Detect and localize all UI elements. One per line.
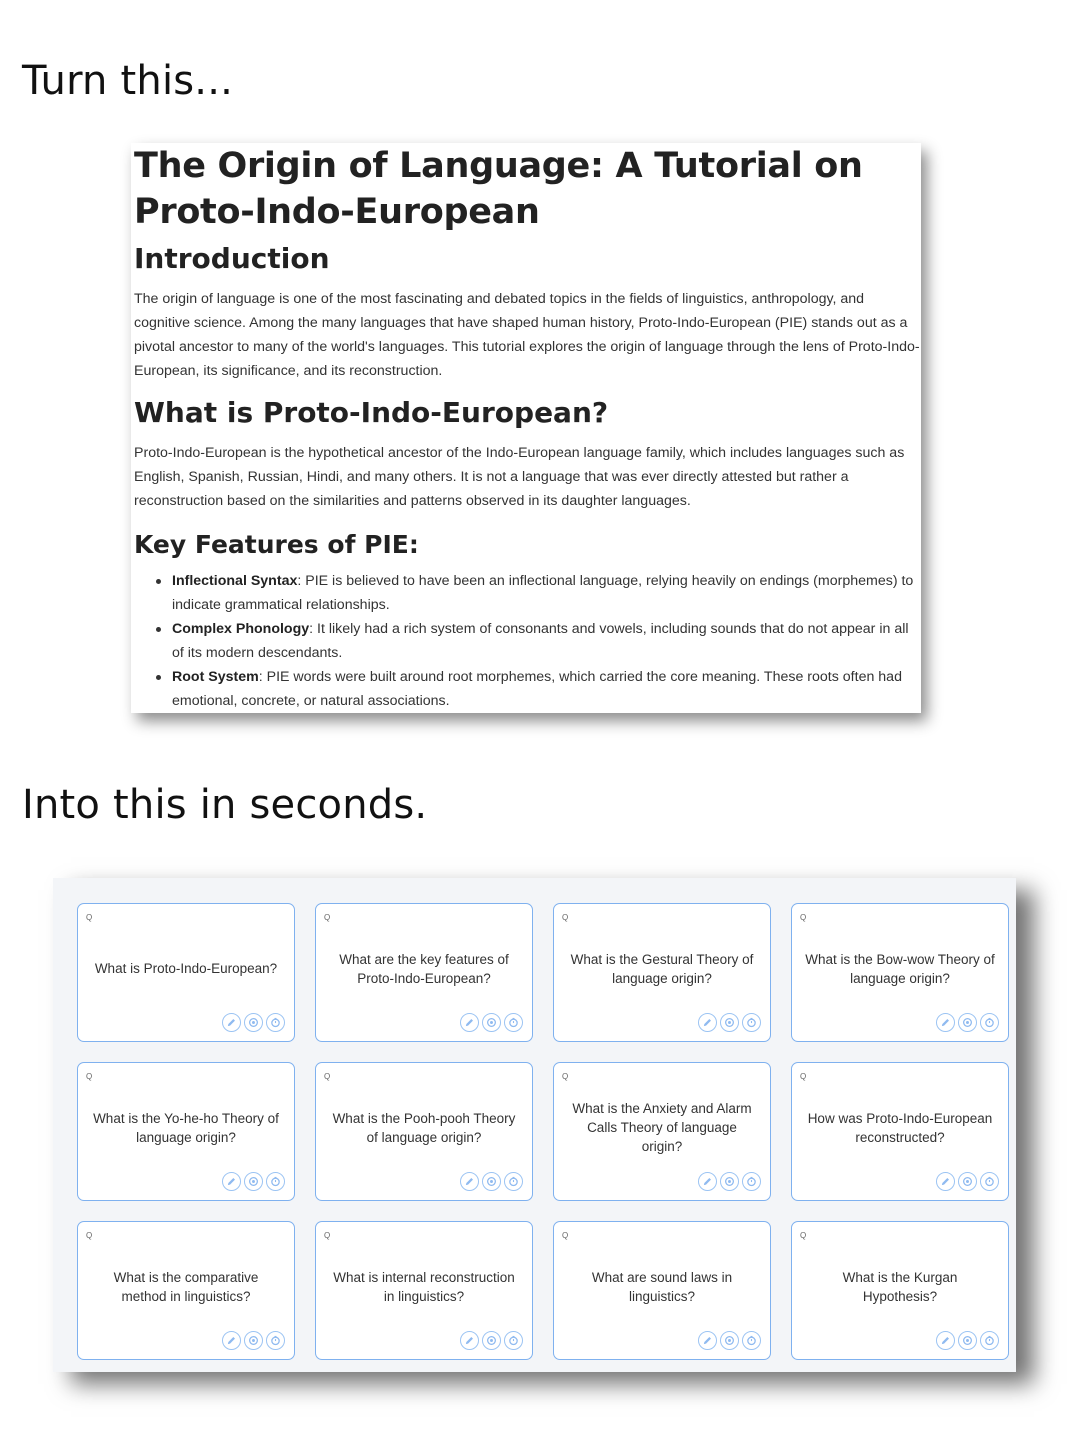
card-actions: [460, 1172, 523, 1191]
card-actions: [698, 1013, 761, 1032]
card-label: Q: [800, 913, 807, 922]
card-actions: [936, 1013, 999, 1032]
card-question: What is the comparative method in linguistics?: [113, 1269, 259, 1304]
pencil-icon[interactable]: [698, 1013, 717, 1032]
target-icon[interactable]: [482, 1013, 501, 1032]
key-features-heading: Key Features of PIE:: [134, 530, 419, 559]
clock-icon[interactable]: [980, 1013, 999, 1032]
card-actions: [698, 1331, 761, 1350]
flashcard[interactable]: [77, 1221, 295, 1360]
card-actions: [936, 1331, 999, 1350]
pencil-icon[interactable]: [936, 1331, 955, 1350]
card-question: What is the Gestural Theory of language origin?: [570, 951, 754, 986]
pencil-icon[interactable]: [936, 1013, 955, 1032]
intro-heading: Introduction: [134, 242, 330, 275]
clock-icon[interactable]: [742, 1013, 761, 1032]
pencil-icon[interactable]: [698, 1172, 717, 1191]
target-icon[interactable]: [720, 1013, 739, 1032]
pencil-icon[interactable]: [222, 1331, 241, 1350]
what-is-pie-paragraph: Proto-Indo-European is the hypothetical ancestor of the Indo-European language family, which includes languages such as English, Spanish, Russian, Hindi, and many others. It is not a language that was ever directly attested but rather a reconstruction based on the similarities and patterns observed in its daughter languages.: [134, 445, 905, 509]
clock-icon[interactable]: [504, 1013, 523, 1032]
target-icon[interactable]: [482, 1172, 501, 1191]
target-icon[interactable]: [244, 1172, 263, 1191]
feature-term: Inflectional Syntax: [172, 573, 298, 589]
card-label: Q: [562, 1072, 569, 1081]
pencil-icon[interactable]: [222, 1013, 241, 1032]
card-label: Q: [562, 913, 569, 922]
target-icon[interactable]: [958, 1013, 977, 1032]
card-question: What is the Anxiety and Alarm Calls Theory of language origin?: [572, 1101, 752, 1154]
key-features-list: [134, 569, 920, 713]
clock-icon[interactable]: [980, 1172, 999, 1191]
what-is-pie-heading: What is Proto-Indo-European?: [134, 396, 609, 429]
document-preview: [131, 143, 921, 713]
card-actions: [698, 1172, 761, 1191]
card-question: What is internal reconstruction in linguistics?: [333, 1269, 515, 1304]
pencil-icon[interactable]: [460, 1013, 479, 1032]
target-icon[interactable]: [720, 1331, 739, 1350]
clock-icon[interactable]: [266, 1013, 285, 1032]
pencil-icon[interactable]: [936, 1172, 955, 1191]
flashcard[interactable]: [553, 1062, 771, 1201]
card-label: Q: [324, 1072, 331, 1081]
card-label: Q: [800, 1072, 807, 1081]
card-actions: [222, 1331, 285, 1350]
clock-icon[interactable]: [266, 1331, 285, 1350]
target-icon[interactable]: [720, 1172, 739, 1191]
pencil-icon[interactable]: [460, 1331, 479, 1350]
card-label: Q: [86, 1072, 93, 1081]
flashcard[interactable]: [77, 1062, 295, 1201]
target-icon[interactable]: [958, 1172, 977, 1191]
flashcard[interactable]: [77, 903, 295, 1042]
card-question: What are sound laws in linguistics?: [591, 1269, 733, 1304]
clock-icon[interactable]: [980, 1331, 999, 1350]
card-actions: [222, 1172, 285, 1191]
flashcard[interactable]: [315, 1062, 533, 1201]
pencil-icon[interactable]: [698, 1331, 717, 1350]
clock-icon[interactable]: [504, 1331, 523, 1350]
clock-icon[interactable]: [742, 1172, 761, 1191]
card-question: How was Proto-Indo-European reconstructed?: [807, 1110, 993, 1145]
card-label: Q: [562, 1231, 569, 1240]
flashcard-grid: [77, 903, 1009, 1360]
feature-term: Complex Phonology: [172, 621, 310, 637]
target-icon[interactable]: [244, 1331, 263, 1350]
card-label: Q: [324, 1231, 331, 1240]
flashcard[interactable]: [315, 1221, 533, 1360]
feature-item: [172, 665, 920, 713]
pencil-icon[interactable]: [460, 1172, 479, 1191]
card-actions: [936, 1172, 999, 1191]
card-label: Q: [86, 1231, 93, 1240]
caption-turn-this: Turn this...: [22, 58, 234, 104]
card-question: What is the Pooh-pooh Theory of language origin?: [332, 1110, 516, 1145]
flashcard[interactable]: [553, 1221, 771, 1360]
flashcard[interactable]: [791, 903, 1009, 1042]
target-icon[interactable]: [482, 1331, 501, 1350]
feature-item: [172, 569, 920, 617]
card-question: What is the Kurgan Hypothesis?: [842, 1269, 958, 1304]
target-icon[interactable]: [958, 1331, 977, 1350]
feature-text: : PIE is believed to have been an inflectional language, relying heavily on endings (morphemes) to indicate grammatical relationships.: [172, 573, 914, 613]
clock-icon[interactable]: [266, 1172, 285, 1191]
card-label: Q: [800, 1231, 807, 1240]
card-question: What is the Yo-he-ho Theory of language origin?: [93, 1110, 279, 1145]
clock-icon[interactable]: [504, 1172, 523, 1191]
clock-icon[interactable]: [742, 1331, 761, 1350]
flashcard[interactable]: [791, 1221, 1009, 1360]
card-actions: [460, 1013, 523, 1032]
card-label: Q: [86, 913, 93, 922]
card-actions: [222, 1013, 285, 1032]
feature-term: Root System: [172, 669, 259, 685]
flashcard[interactable]: [553, 903, 771, 1042]
flashcard-app: [53, 878, 1016, 1372]
card-question: What are the key features of Proto-Indo-European?: [339, 951, 509, 986]
card-question: What is the Bow-wow Theory of language origin?: [805, 951, 995, 986]
target-icon[interactable]: [244, 1013, 263, 1032]
flashcard[interactable]: [315, 903, 533, 1042]
document-title: The Origin of Language: A Tutorial on Proto-Indo-European: [134, 146, 863, 232]
card-question: What is Proto-Indo-European?: [94, 961, 278, 976]
feature-item: [172, 617, 920, 665]
card-label: Q: [324, 913, 331, 922]
intro-paragraph: The origin of language is one of the most fascinating and debated topics in the fields of linguistics, anthropology, and cognitive science. Among the many languages that have shaped human history, Proto-Indo-European (PIE) stands out as a pivotal ancestor to many of the world's languages. This tutorial explores the origin of language through the lens of Proto-Indo-European, its significance, and its reconstruction.: [134, 291, 920, 379]
caption-into-this: Into this in seconds.: [22, 782, 428, 828]
flashcard[interactable]: [791, 1062, 1009, 1201]
pencil-icon[interactable]: [222, 1172, 241, 1191]
card-actions: [460, 1331, 523, 1350]
feature-text: : PIE words were built around root morphemes, which carried the core meaning. These roots often had emotional, concrete, or natural associations.: [172, 669, 902, 709]
feature-text: : It likely had a rich system of consonants and vowels, including sounds that do not appear in all of its modern descendants.: [172, 621, 909, 661]
